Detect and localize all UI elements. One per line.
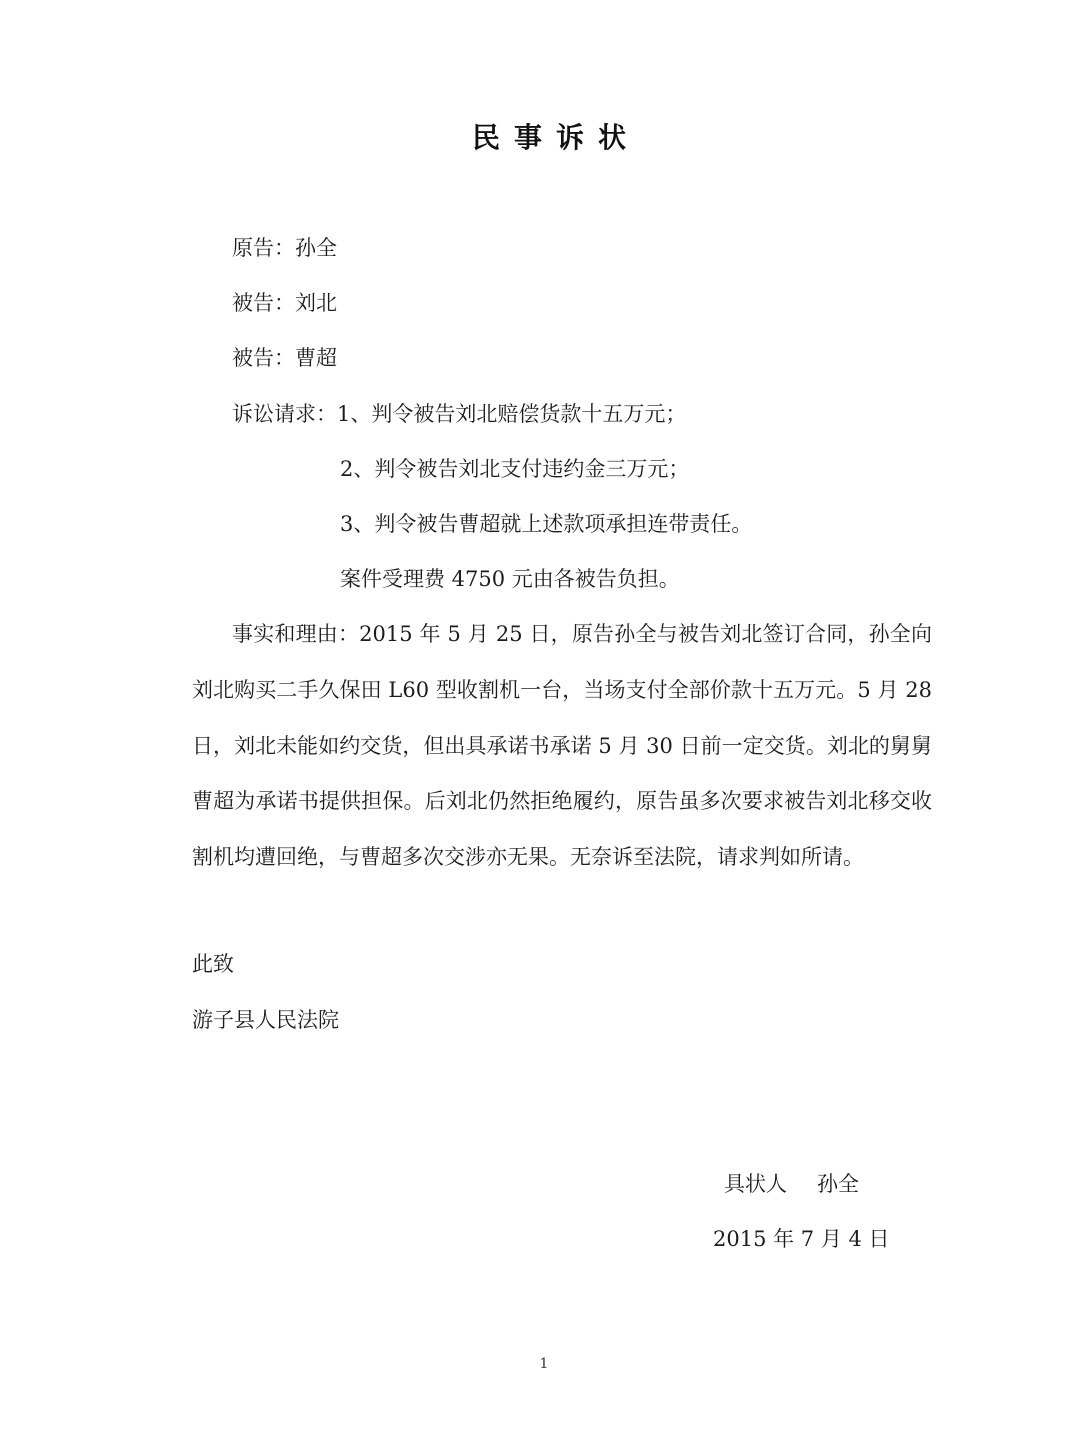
claim-3: 3、判令被告曹超就上述款项承担连带责任。 xyxy=(340,512,753,536)
party-name: 孙全 xyxy=(295,236,337,260)
facts-line-2: 刘北购买二手久保田 L60 型收割机一台，当场支付全部价款十五万元。5 月 28 xyxy=(192,678,932,702)
facts-line-3: 日，刘北未能如约交货，但出具承诺书承诺 5 月 30 日前一定交货。刘北的舅舅 xyxy=(192,734,932,758)
page-number: 1 xyxy=(539,1356,549,1372)
party-defendant-2 xyxy=(232,344,337,372)
facts-line-1: 事实和理由：2015 年 5 月 25 日，原告孙全与被告刘北签订合同，孙全向 xyxy=(232,622,932,646)
facts-line-5: 割机均遭回绝，与曹超多次交涉亦无果。无奈诉至法院，请求判如所请。 xyxy=(192,845,864,869)
party-role: 被告： xyxy=(232,291,295,315)
party-role: 被告： xyxy=(232,346,295,370)
court-name: 游子县人民法院 xyxy=(192,1008,339,1032)
salutation: 此致 xyxy=(192,952,234,976)
party-name: 曹超 xyxy=(295,346,337,370)
claim-text: 1、判令被告刘北赔偿货款十五万元； xyxy=(337,402,687,426)
party-defendant-1 xyxy=(232,289,337,317)
claim-2: 2、判令被告刘北支付违约金三万元； xyxy=(340,457,690,481)
signature-name: 孙全 xyxy=(817,1172,859,1196)
signature-line xyxy=(724,1170,859,1198)
claim-1 xyxy=(232,400,686,428)
party-role: 原告： xyxy=(232,236,295,260)
signature-date: 2015 年 7 月 4 日 xyxy=(713,1227,890,1251)
claims-label: 诉讼请求： xyxy=(232,402,337,426)
party-name: 刘北 xyxy=(295,291,337,315)
signature-label: 具状人 xyxy=(724,1172,787,1196)
facts-line-4: 曹超为承诺书提供担保。后刘北仍然拒绝履约，原告虽多次要求被告刘北移交收 xyxy=(192,789,932,813)
fee-note: 案件受理费 4750 元由各被告负担。 xyxy=(340,567,680,591)
party-plaintiff xyxy=(232,234,337,262)
document-title: 民事诉状 xyxy=(471,121,640,154)
